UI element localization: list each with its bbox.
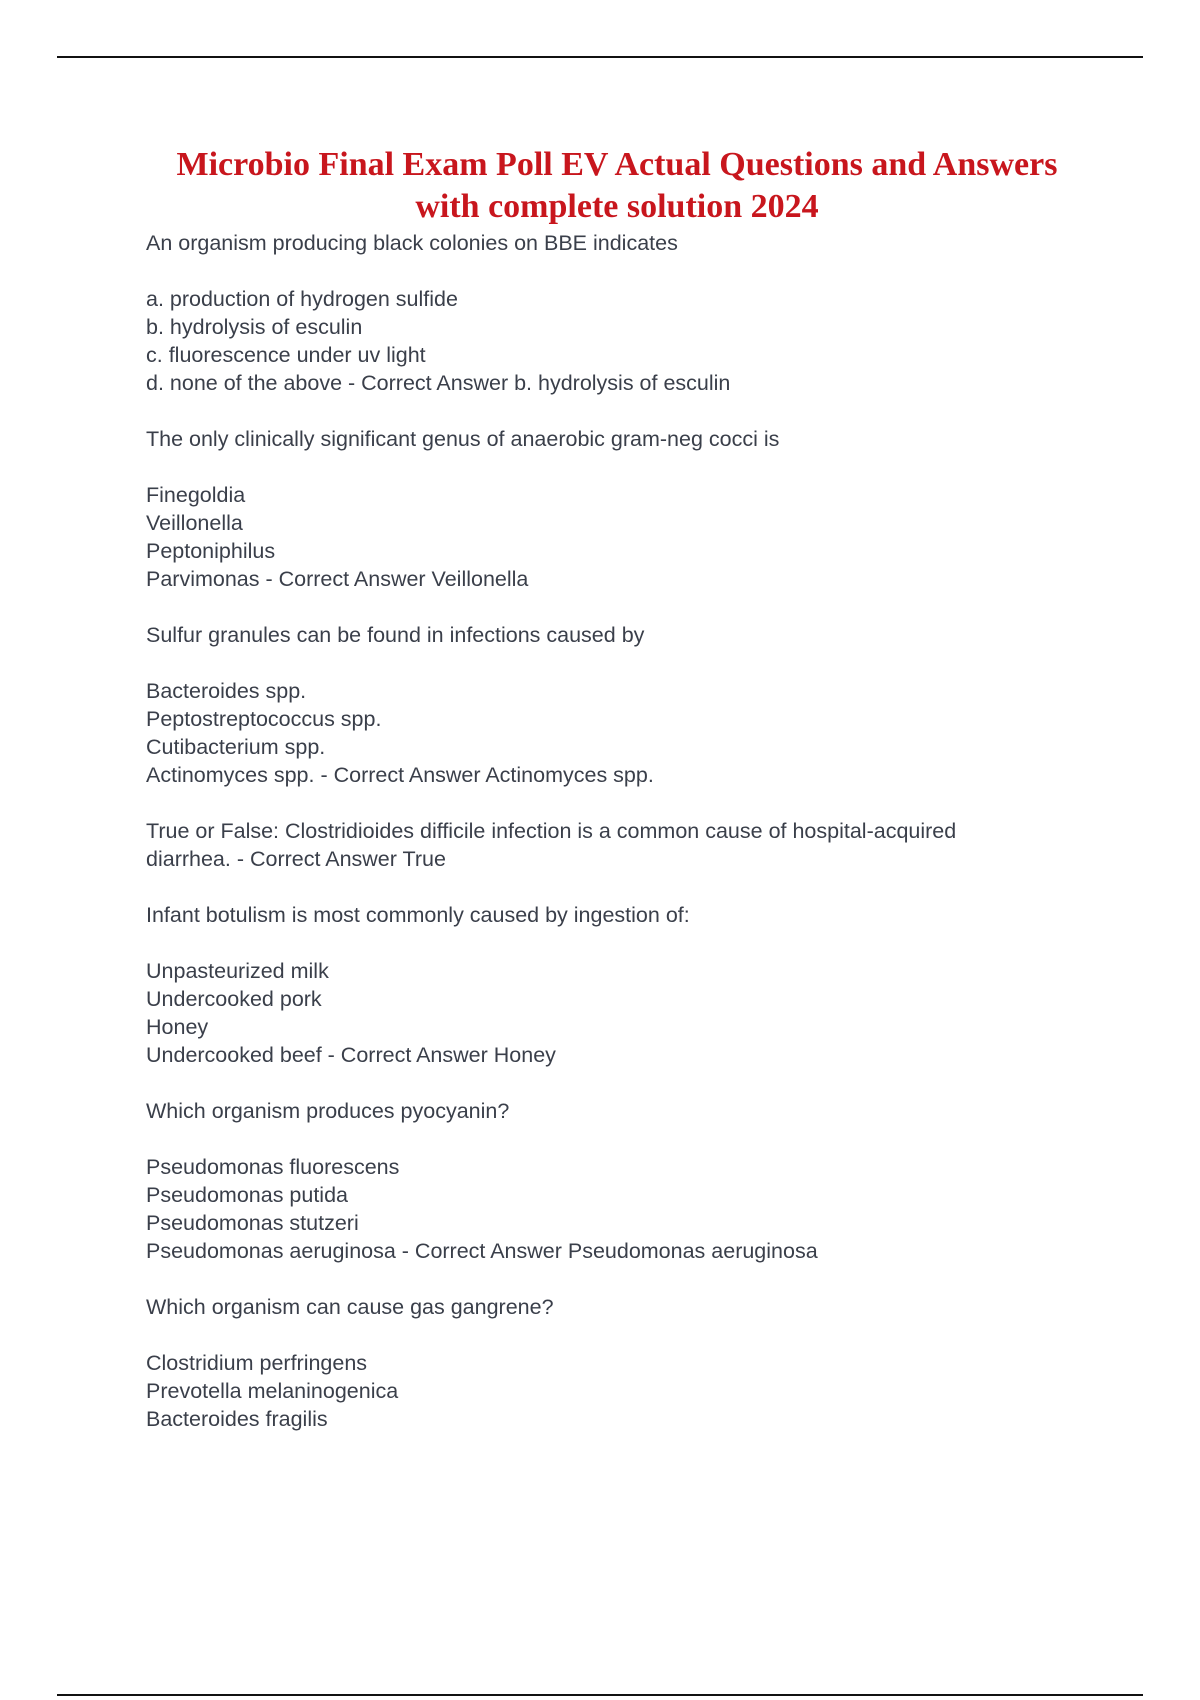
option: Clostridium perfringens (146, 1351, 368, 1375)
question-text-line-2-with-answer: diarrhea. - Correct Answer True (146, 847, 446, 871)
question-block-3 (146, 621, 1086, 789)
question-text: An organism producing black colonies on BBE indicates (146, 231, 678, 255)
question-text: The only clinically significant genus of anaerobic gram-neg cocci is (146, 427, 780, 451)
question-block-6 (146, 1097, 1086, 1265)
option-with-answer: Undercooked beef - Correct Answer Honey (146, 1043, 556, 1067)
title-line-1: Microbio Final Exam Poll EV Actual Questions and Answers (176, 146, 1058, 183)
option: Bacteroides fragilis (146, 1407, 328, 1431)
option: Bacteroides spp. (146, 679, 307, 703)
option: Pseudomonas stutzeri (146, 1211, 359, 1235)
question-text: Which organism can cause gas gangrene? (146, 1295, 554, 1319)
title-line-2: with complete solution 2024 (415, 188, 819, 225)
option-with-answer: Actinomyces spp. - Correct Answer Actinomyces spp. (146, 763, 654, 787)
document-body (146, 229, 1086, 1461)
option: Peptostreptococcus spp. (146, 707, 382, 731)
option-c: c. fluorescence under uv light (146, 343, 426, 367)
option: Pseudomonas putida (146, 1183, 349, 1207)
question-text-line-1: True or False: Clostridioides difficile infection is a common cause of hospital-acquired (146, 819, 957, 843)
top-rule (57, 56, 1143, 58)
bottom-rule (57, 1694, 1143, 1696)
document-title (120, 144, 1114, 228)
option: Cutibacterium spp. (146, 735, 326, 759)
option: Finegoldia (146, 483, 246, 507)
option: Unpasteurized milk (146, 959, 329, 983)
option-d-with-answer: d. none of the above - Correct Answer b. hydrolysis of esculin (146, 371, 731, 395)
question-block-5 (146, 901, 1086, 1069)
option: Honey (146, 1015, 209, 1039)
question-block-2 (146, 425, 1086, 593)
option: Pseudomonas fluorescens (146, 1155, 400, 1179)
question-text: Infant botulism is most commonly caused by ingestion of: (146, 903, 690, 927)
option-b: b. hydrolysis of esculin (146, 315, 363, 339)
option: Peptoniphilus (146, 539, 276, 563)
question-block-1 (146, 229, 1086, 397)
question-text: Which organism produces pyocyanin? (146, 1099, 510, 1123)
option-with-answer: Parvimonas - Correct Answer Veillonella (146, 567, 529, 591)
option: Veillonella (146, 511, 243, 535)
option: Undercooked pork (146, 987, 322, 1011)
option-with-answer: Pseudomonas aeruginosa - Correct Answer Pseudomonas aeruginosa (146, 1239, 818, 1263)
option-a: a. production of hydrogen sulfide (146, 287, 458, 311)
question-block-4 (146, 817, 1086, 873)
question-block-7 (146, 1293, 1086, 1433)
option: Prevotella melaninogenica (146, 1379, 399, 1403)
question-text: Sulfur granules can be found in infections caused by (146, 623, 645, 647)
